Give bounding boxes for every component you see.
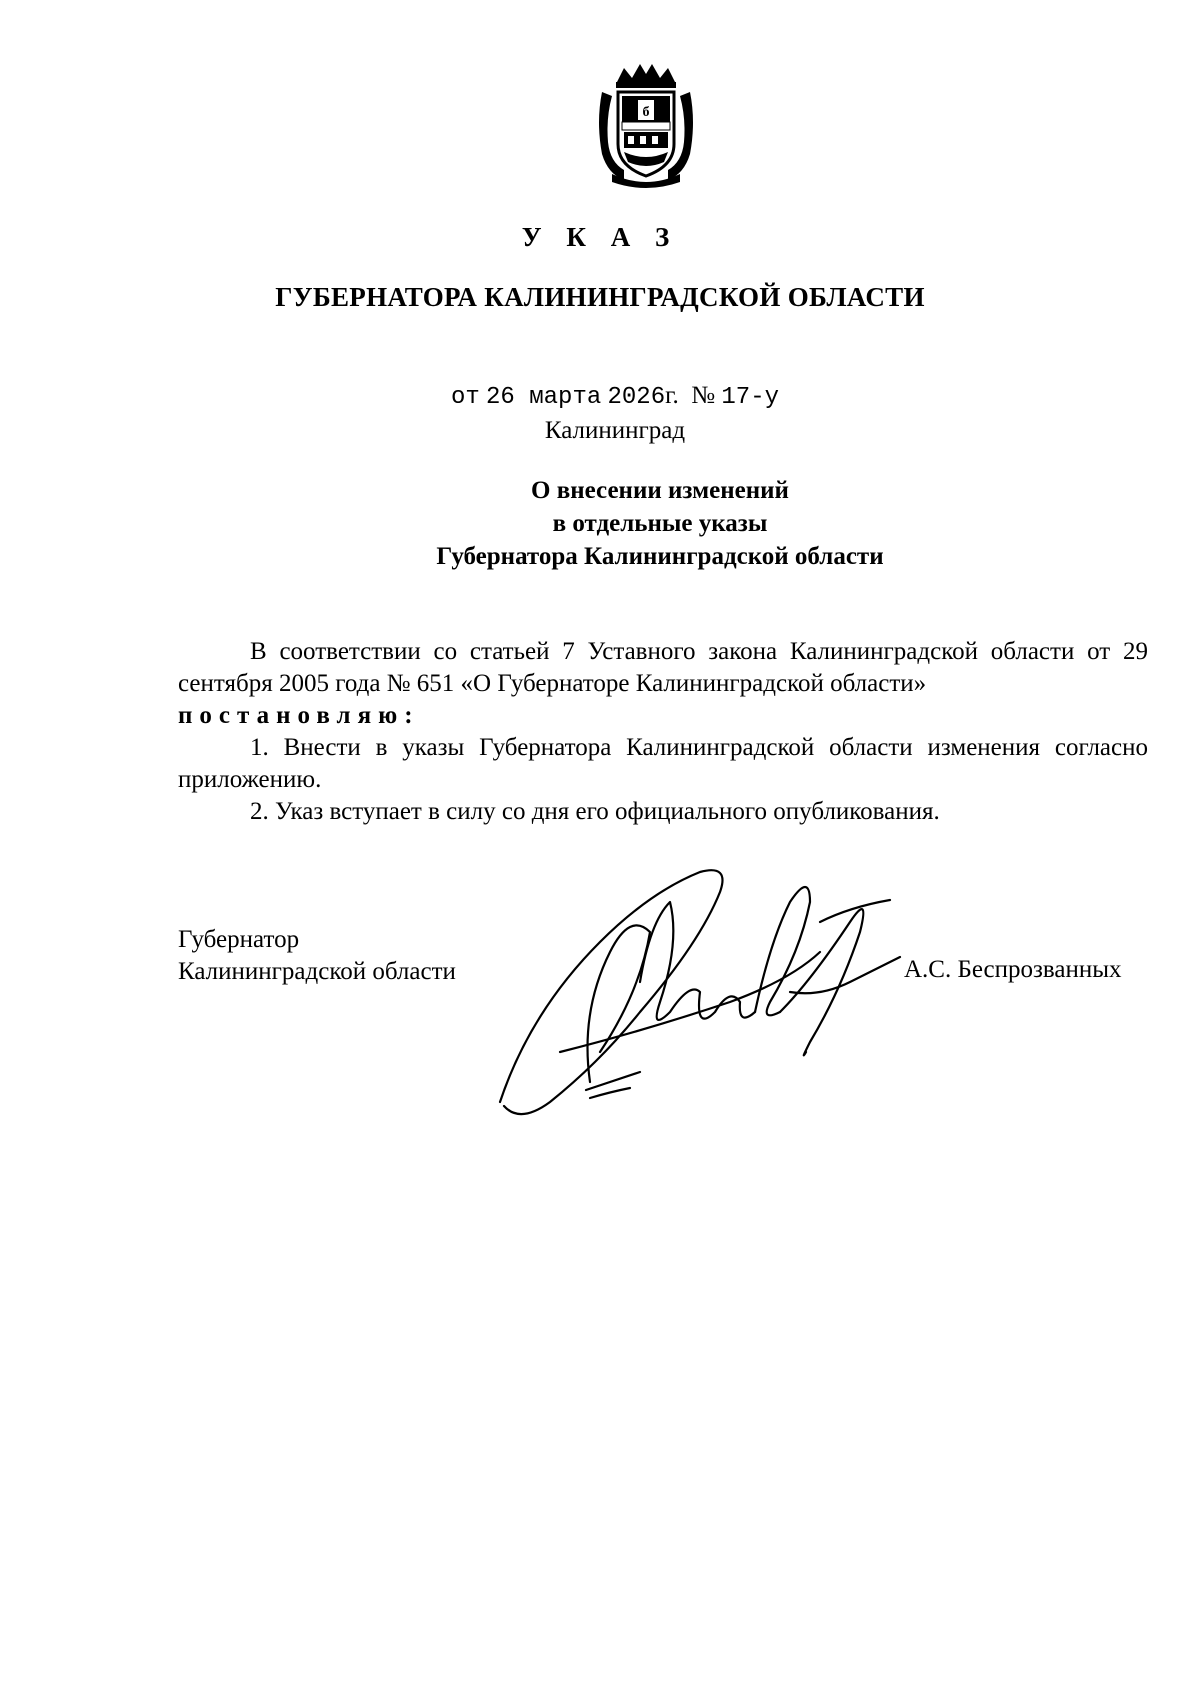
kaliningrad-coat-of-arms-icon — [594, 62, 698, 188]
date-year: 2026 — [607, 384, 666, 411]
decree-subject — [0, 474, 1200, 573]
city-name: Калининград — [544, 417, 686, 444]
date-prefix: от — [450, 384, 480, 411]
item-2-paragraph: 2. Указ вступает в силу со дня его официального опубликования. — [250, 798, 940, 825]
number-sign: № — [691, 382, 716, 409]
preamble-paragraph: В соответствии со статьей 7 Уставного закона Калининградской области от 29 сентября 2005 года № 651 «О Губернаторе Калининградской области» — [178, 638, 1148, 697]
date-day-month: 26 марта — [486, 384, 602, 411]
subject-line-2: в отдельные указы — [552, 510, 768, 537]
signatory-position — [178, 924, 456, 988]
doc-type-title: У К А З — [521, 222, 679, 252]
position-line-2: Калининградской области — [178, 958, 456, 985]
subject-line-1: О внесении изменений — [531, 477, 789, 504]
decree-body — [178, 636, 1148, 828]
handwritten-signature — [490, 862, 960, 1122]
item-1-paragraph: 1. Внести в указы Губернатора Калининградской области изменения согласно приложению. — [178, 734, 1148, 793]
issuer-title: ГУБЕРНАТОРА КАЛИНИНГРАДСКОЙ ОБЛАСТИ — [275, 282, 925, 312]
date-number-line — [0, 382, 1200, 411]
subject-line-3: Губернатора Калининградской области — [436, 543, 884, 570]
position-line-1: Губернатор — [178, 926, 300, 953]
resolve-word: постановляю: — [178, 702, 420, 729]
svg-text:б: б — [642, 105, 650, 120]
year-suffix: г. — [665, 382, 679, 409]
decree-number: 17-у — [721, 384, 780, 411]
signatory-name: А.С. Беспрозванных — [904, 956, 1122, 983]
